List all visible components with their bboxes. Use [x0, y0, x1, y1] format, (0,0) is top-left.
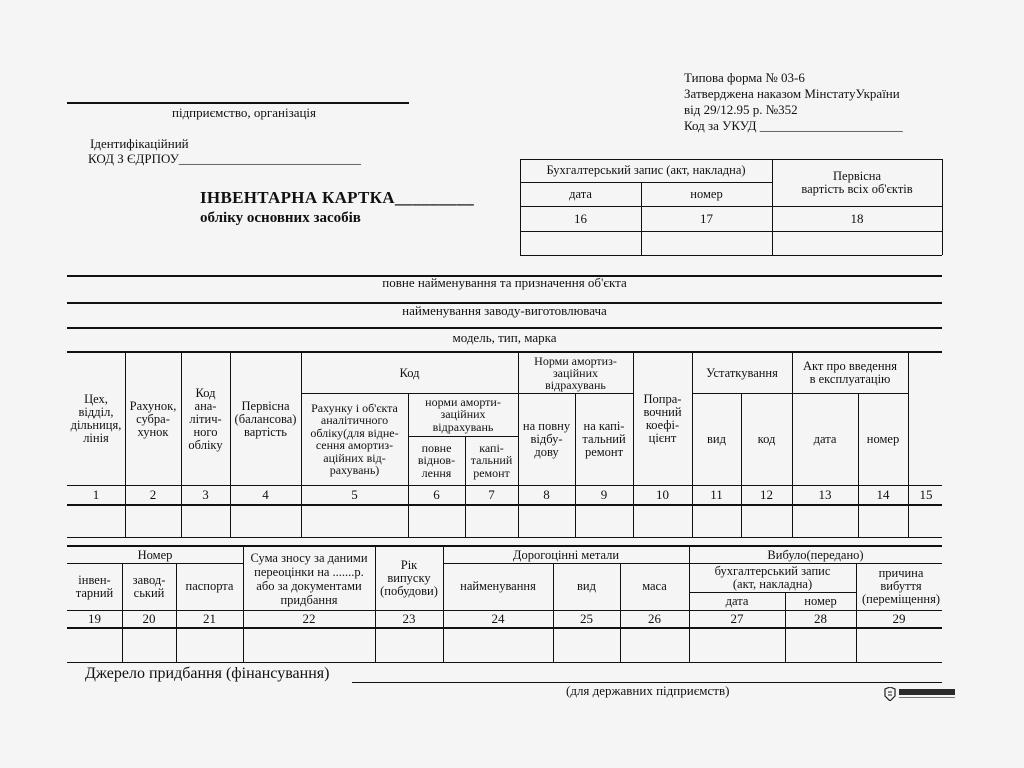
col-num-3: 3: [202, 487, 209, 502]
header-passport: паспорта: [185, 579, 234, 593]
full-name-label: повне найменування та призначення об'єкта: [382, 275, 627, 290]
col-num-27: 27: [730, 611, 744, 626]
col-num-25: 25: [580, 611, 593, 626]
page-title: ІНВЕНТАРНА КАРТКА_________: [200, 188, 475, 207]
header-metal-name: найменування: [460, 579, 536, 593]
col-num-1: 1: [92, 487, 100, 502]
col-num-29: 29: [892, 611, 906, 626]
col-num-23: 23: [402, 611, 416, 626]
header-account: Рахунок, субра- хунок: [129, 398, 177, 439]
header-shop: Цех, відділ, дільниця, лінія: [70, 392, 122, 445]
header-factory: завод- ський: [132, 572, 166, 600]
publisher-logo: [884, 687, 955, 701]
header-depreciation: Сума зносу за даними переоцінки на .......р. або за документами придбання: [250, 550, 368, 607]
model-line: [67, 327, 942, 329]
ukud-code-field: Код за УКУД ______________________: [684, 118, 903, 133]
model-label: модель, тип, марка: [452, 330, 557, 345]
form-approval-label: Затверджена наказом МінстатуУкраїни: [684, 86, 900, 101]
header-year: Рік випуску (побудови): [380, 558, 438, 598]
col-num-21: 21: [203, 611, 216, 626]
header-eq-code: код: [757, 431, 776, 446]
form-date-label: від 29/12.95 р. №352: [684, 102, 798, 117]
header-disp-number: номер: [804, 593, 837, 608]
col-num-15: 15: [919, 487, 933, 502]
header-code-account: Рахунку і об'єкта аналітичного обліку(для відне- сення амортиз- аційних від- рахувань): [310, 400, 399, 477]
col-num-5: 5: [351, 487, 358, 502]
col-num-28: 28: [814, 611, 827, 626]
header-inventory: інвен- тарний: [75, 572, 114, 600]
form-type-label: Типова форма № 03-6: [684, 70, 805, 85]
col-num-7: 7: [488, 487, 495, 502]
header-initial-value: Первісна (балансова) вартість: [234, 398, 297, 439]
entry-number-header: номер: [690, 186, 723, 201]
col-num-18: 18: [850, 211, 864, 226]
entry-value-input[interactable]: [774, 233, 941, 254]
header-correction: Попра- вочний коефі- цієнт: [643, 392, 682, 445]
header-metal-mass: маса: [642, 579, 667, 593]
header-code-norms: норми аморти- заційних відрахувань: [425, 394, 501, 434]
header-number-group: Номер: [137, 547, 173, 562]
col-num-19: 19: [88, 611, 101, 626]
id-label: Ідентифікаційний: [90, 136, 189, 151]
logo-wordmark: [899, 688, 955, 700]
col-num-4: 4: [262, 487, 269, 502]
header-code-full: повне віднов- лення: [417, 440, 456, 480]
col-num-26: 26: [648, 611, 661, 626]
header-equipment: Устаткування: [706, 365, 778, 380]
header-reason: причина вибуття (переміщення): [861, 566, 941, 606]
entry-date-header: дата: [569, 186, 592, 201]
entry-number-input[interactable]: [643, 233, 771, 254]
entry-group-header: Бухгалтерський запис (акт, накладна): [546, 163, 746, 177]
org-underline: [67, 102, 409, 104]
org-label: підприємство, організація: [172, 105, 317, 120]
edrpou-code-field: КОД З ЄДРПОУ____________________________: [88, 151, 361, 166]
col-num-11: 11: [710, 487, 723, 502]
page-subtitle: обліку основних засобів: [200, 210, 361, 226]
header-code-group: Код: [399, 365, 420, 380]
header-analytic-code: Код ана- літич- ного обліку: [188, 385, 223, 452]
header-act-group: Акт про введення в експлуатацію: [803, 359, 897, 386]
col-num-14: 14: [876, 487, 890, 502]
col-num-22: 22: [302, 611, 316, 626]
entry-value-header: Первісна вартість всіх об'єктів: [801, 168, 913, 196]
col-num-17: 17: [700, 211, 713, 226]
header-norms-full: на повну відбу- дову: [522, 418, 571, 459]
main-table-data-row[interactable]: [68, 507, 940, 536]
header-act-number: номер: [866, 431, 900, 446]
second-table-data-row[interactable]: [68, 630, 940, 661]
header-norms-group: Норми амортиз- заційних відрахувань: [534, 354, 617, 392]
entry-date-input[interactable]: [522, 233, 640, 254]
header-acc-entry: бухгалтерський запис (акт, накладна): [714, 563, 831, 591]
header-eq-type: вид: [707, 431, 726, 446]
header-code-capital: капі- тальний ремонт: [470, 440, 513, 480]
header-disp-date: дата: [725, 593, 749, 608]
col-num-6: 6: [433, 487, 440, 502]
header-disposed-group: Вибуло(передано): [767, 547, 864, 562]
col-num-20: 20: [142, 611, 156, 626]
header-norms-capital: на капі- тальний ремонт: [582, 418, 626, 459]
col-num-2: 2: [149, 487, 157, 502]
header-metal-type: вид: [577, 579, 596, 593]
col-num-24: 24: [491, 611, 505, 626]
header-act-date: дата: [813, 431, 837, 446]
col-num-13: 13: [818, 487, 832, 502]
col-num-10: 10: [656, 487, 669, 502]
tiger-icon: [884, 687, 896, 701]
source-input[interactable]: [352, 668, 940, 682]
col-num-12: 12: [760, 487, 773, 502]
source-label: Джерело придбання (фінансування): [85, 665, 330, 682]
header-metals-group: Дорогоцінні метали: [512, 547, 620, 562]
col-num-16: 16: [574, 211, 587, 226]
manufacturer-label: найменування заводу-виготовлювача: [402, 303, 607, 318]
col-num-8: 8: [543, 487, 550, 502]
state-note: (для державних підприємств): [566, 683, 730, 698]
col-num-9: 9: [600, 487, 608, 502]
